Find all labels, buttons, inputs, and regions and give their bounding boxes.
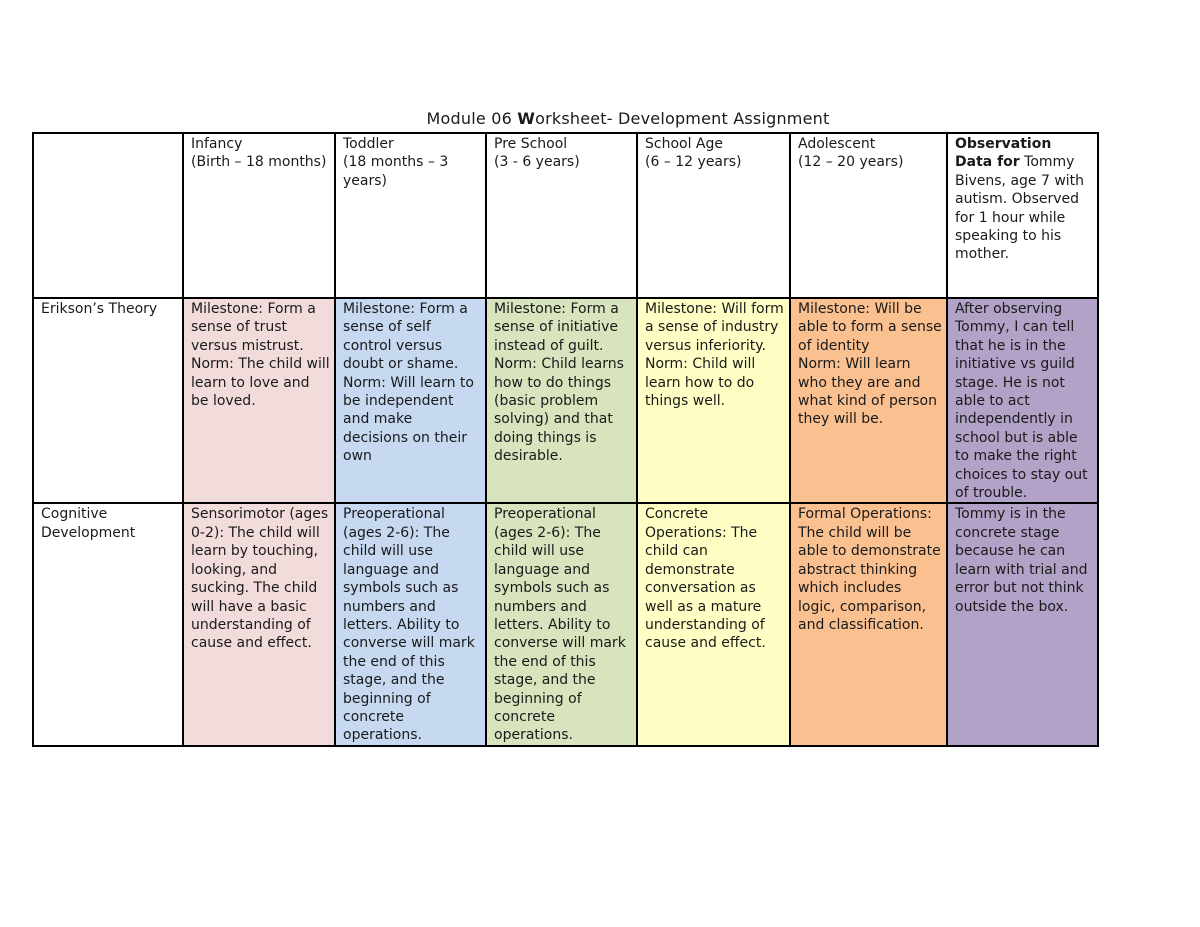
row-label-cognitive: Cognitive Development xyxy=(33,503,183,745)
header-toddler xyxy=(335,133,486,298)
cognitive-observation-cell: Tommy is in the concrete stage because he can learn with trial and error but not think outside the box. xyxy=(947,503,1098,745)
stage-name: Infancy xyxy=(191,136,243,152)
stage-range: (12 – 20 years) xyxy=(798,154,904,171)
development-table xyxy=(32,132,1099,747)
erikson-observation-cell: After observing Tommy, I can tell that he is in the initiative vs guild stage. He is not able to act independently in school but is able to make the right choices to stay out of trouble. xyxy=(947,298,1098,503)
corner-cell xyxy=(33,133,183,298)
cognitive-row xyxy=(33,503,1098,745)
page-title xyxy=(0,109,1200,128)
erikson-toddler-cell xyxy=(335,298,486,503)
cognitive-toddler-cell: Preoperational (ages 2-6): The child will use language and symbols such as numbers and letters. Ability to converse will mark the end of this stage, and the beginning of concrete operations. xyxy=(335,503,486,745)
header-school-age xyxy=(637,133,790,298)
milestone-text: Milestone: Form a sense of trust versus mistrust. xyxy=(191,301,316,354)
norm-text: Norm: Will learn who they are and what kind of person they will be. xyxy=(798,356,937,428)
erikson-school-age-cell xyxy=(637,298,790,503)
norm-text: Norm: Child will learn how to do things well. xyxy=(645,356,756,410)
title-bold-letter: W xyxy=(517,109,536,128)
cognitive-infancy-cell: Sensorimotor (ages 0-2): The child will learn by touching, looking, and sucking. The child will have a basic understanding of cause and effect. xyxy=(183,503,335,745)
stage-range: (6 – 12 years) xyxy=(645,154,742,171)
erikson-row xyxy=(33,298,1098,503)
header-row xyxy=(33,133,1098,298)
erikson-preschool-cell xyxy=(486,298,637,503)
title-prefix: Module 06 xyxy=(426,109,518,128)
milestone-text: Milestone: Form a sense of initiative instead of guilt. xyxy=(494,301,619,354)
milestone-text: Milestone: Form a sense of self control versus doubt or shame. xyxy=(343,301,468,373)
erikson-adolescent-cell xyxy=(790,298,947,503)
stage-name: Pre School xyxy=(494,136,568,152)
stage-name: School Age xyxy=(645,136,724,152)
header-infancy xyxy=(183,133,335,298)
norm-text: Norm: Will learn to be independent and make decisions on their own xyxy=(343,374,474,465)
stage-name: Adolescent xyxy=(798,136,876,152)
stage-range: (18 months – 3 years) xyxy=(343,154,449,189)
norm-text: Norm: Child learns how to do things (basic problem solving) and that doing things is desirable. xyxy=(494,356,624,465)
milestone-text: Milestone: Will be able to form a sense of identity xyxy=(798,301,942,354)
cognitive-school-age-cell: Concrete Operations: The child can demonstrate conversation as well as a mature understanding of cause and effect. xyxy=(637,503,790,745)
stage-name: Toddler xyxy=(343,136,394,152)
title-suffix: orksheet- Development Assignment xyxy=(535,109,830,128)
stage-range: (3 - 6 years) xyxy=(494,154,580,171)
stage-range: (Birth – 18 months) xyxy=(191,154,327,171)
observation-subject: Tommy Bivens, age 7 with autism. Observed for 1 hour while speaking to his mother. xyxy=(955,154,1085,263)
header-adolescent xyxy=(790,133,947,298)
milestone-text: Milestone: Will form a sense of industry versus inferiority. xyxy=(645,301,784,354)
row-label-erikson: Erikson’s Theory xyxy=(33,298,183,503)
norm-text: Norm: The child will learn to love and be loved. xyxy=(191,356,330,410)
cognitive-adolescent-cell: Formal Operations: The child will be able to demonstrate abstract thinking which includes logic, comparison, and classification. xyxy=(790,503,947,745)
erikson-infancy-cell xyxy=(183,298,335,503)
observation-label: Observation Data for xyxy=(955,136,1052,171)
header-preschool xyxy=(486,133,637,298)
cognitive-preschool-cell: Preoperational (ages 2-6): The child will use language and symbols such as numbers and letters. Ability to converse will mark the end of this stage, and the beginning of concrete operations. xyxy=(486,503,637,745)
header-observation xyxy=(947,133,1098,298)
